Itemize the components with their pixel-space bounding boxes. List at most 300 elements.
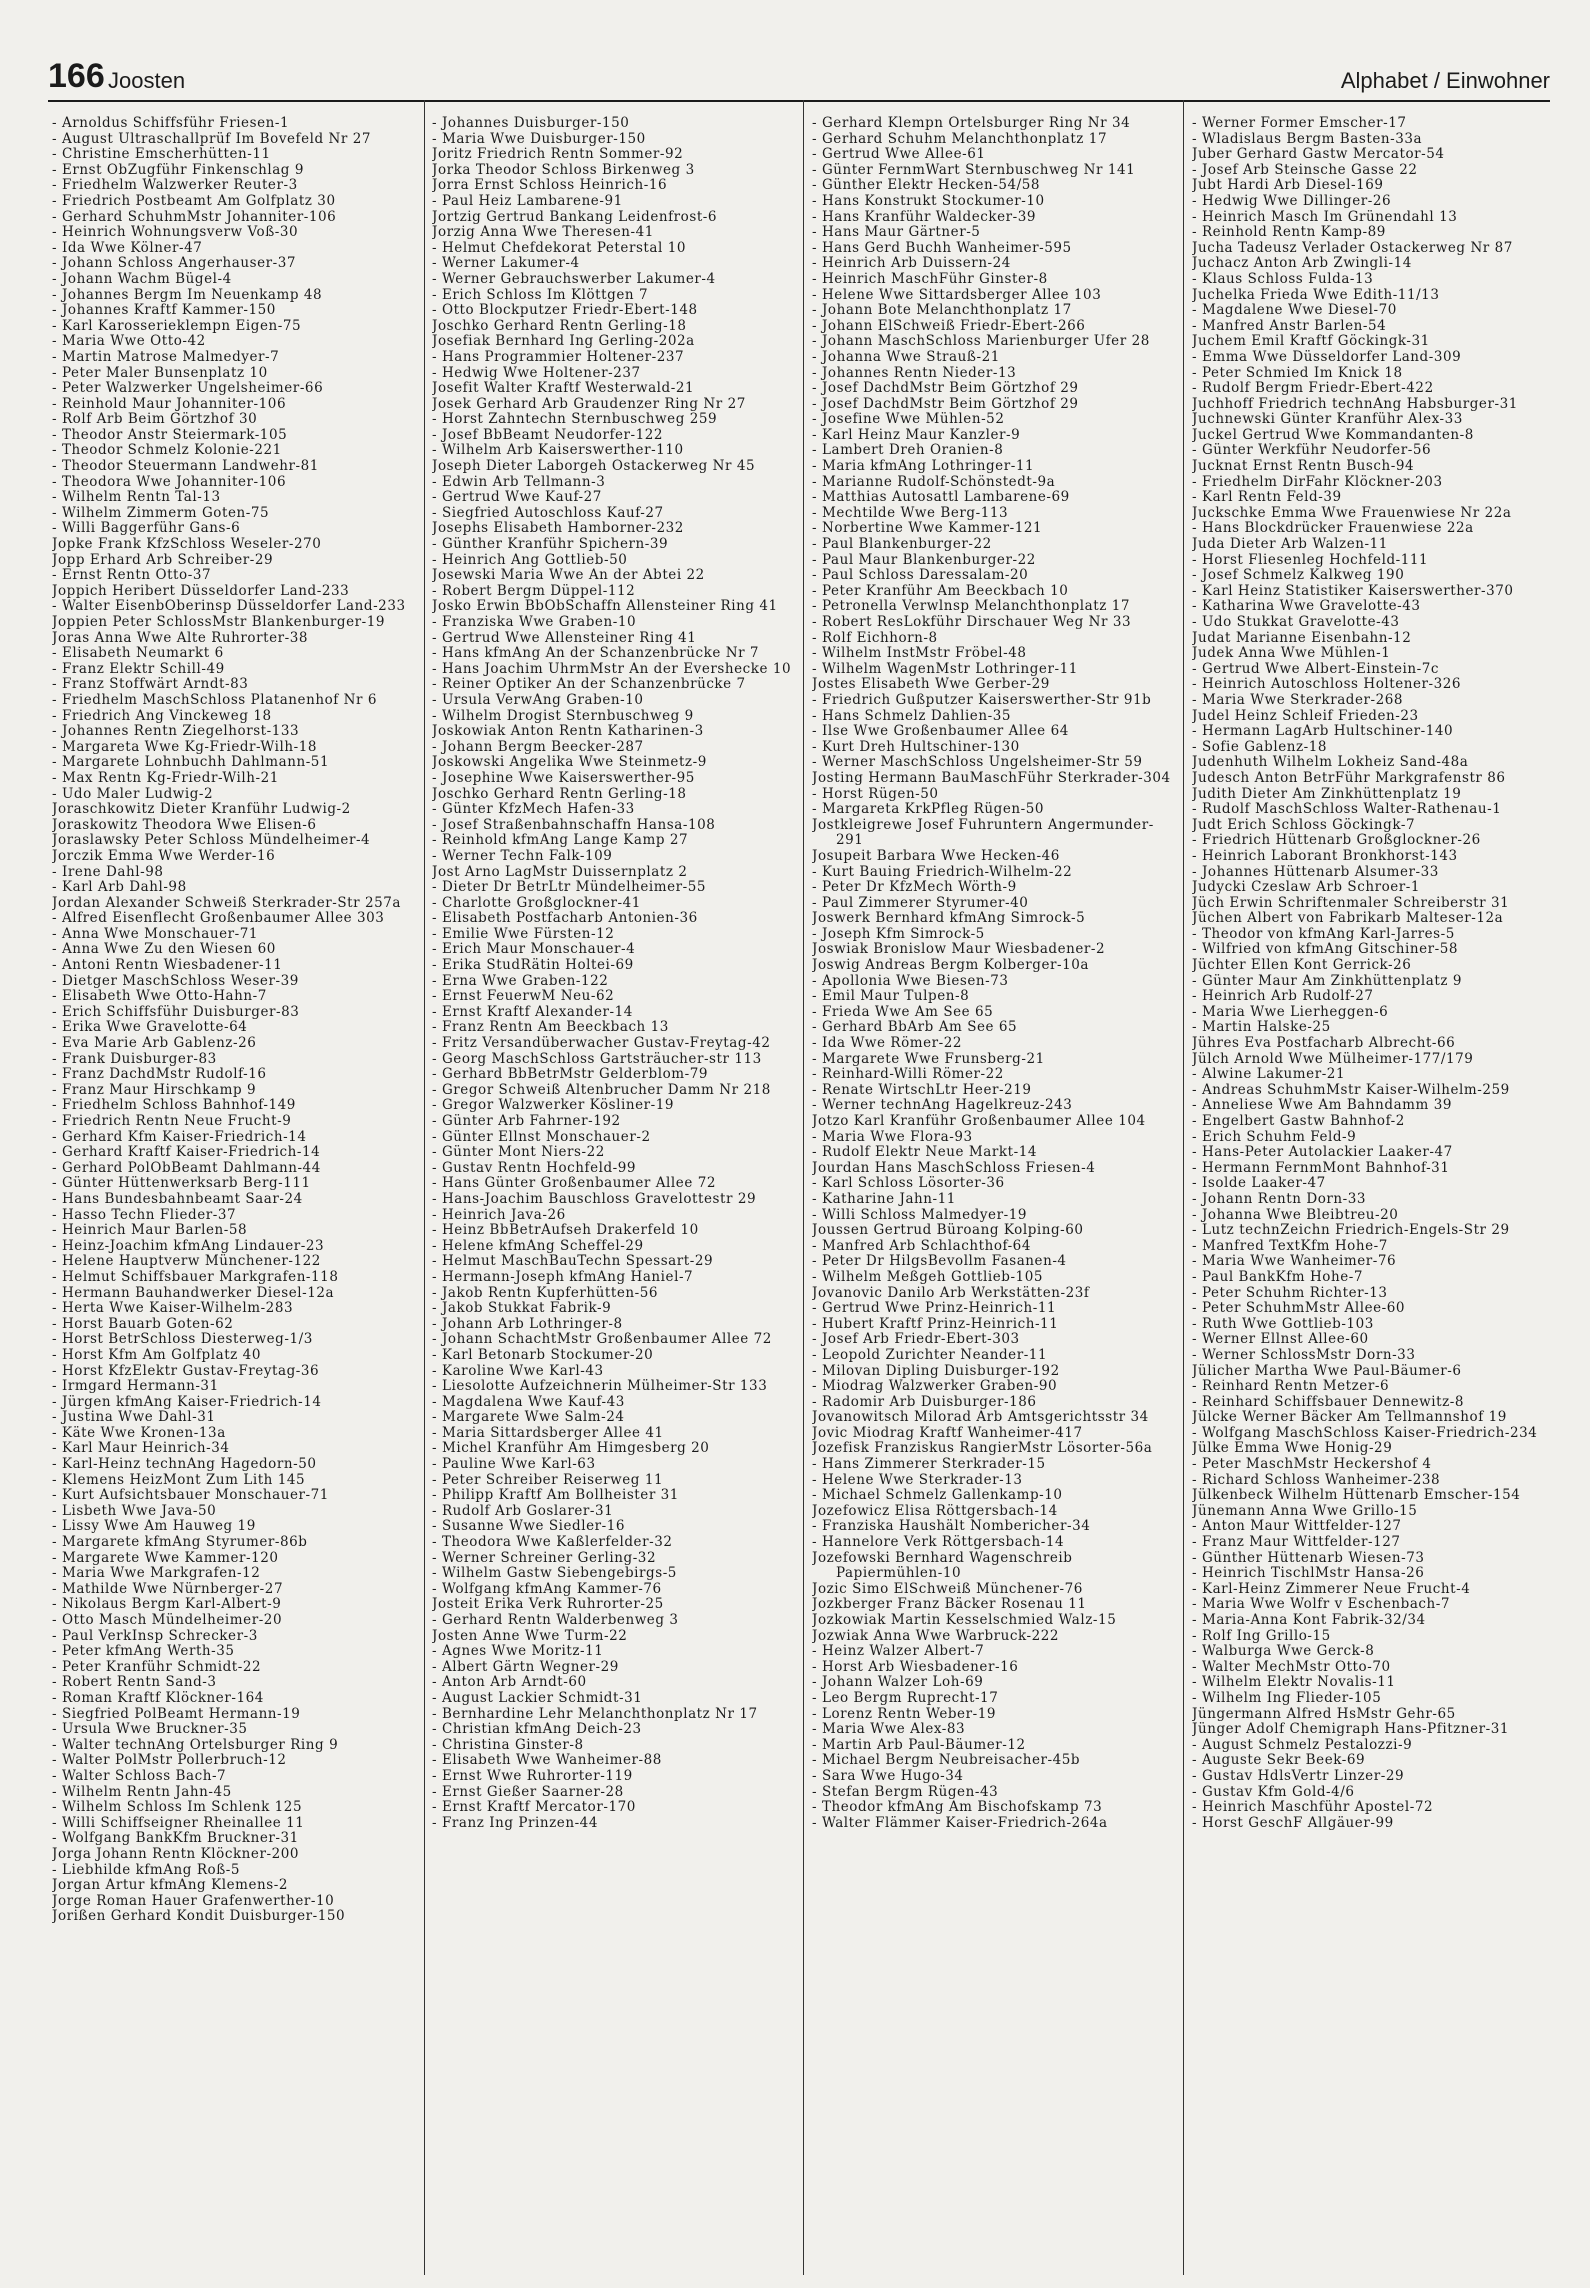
directory-entry: - Heinrich Wohnungsverw Voß-30: [52, 224, 299, 241]
directory-entry: - Walter technAng Ortelsburger Ring 9: [52, 1736, 339, 1753]
directory-entry: - Josef DachdMstr Beim Görtzhof 29: [812, 380, 1079, 397]
directory-entry: - Irmgard Hermann-31: [52, 1378, 219, 1395]
directory-entry: - Johannes Rentn Ziegelhorst-133: [52, 723, 300, 740]
directory-entry: - Hans Blockdrücker Frauenwiese 22a: [1192, 520, 1474, 537]
directory-entry: - Wilhelm Meßgeh Gottlieb-105: [812, 1268, 1043, 1285]
directory-entry: - Werner Schreiner Gerling-32: [432, 1549, 657, 1566]
directory-entry: Jünger Adolf Chemigraph Hans-Pfitzner-31: [1192, 1721, 1510, 1738]
directory-entry: - Walter MechMstr Otto-70: [1192, 1658, 1391, 1675]
directory-entry: Jubt Hardi Arb Diesel-169: [1192, 177, 1384, 194]
directory-entry: - Josef Arb Steinsche Gasse 22: [1192, 161, 1418, 178]
directory-entry: - Wilhelm WagenMstr Lothringer-11: [812, 660, 1078, 677]
directory-entry: - Ruth Wwe Gottlieb-103: [1192, 1315, 1374, 1332]
directory-entry: - Friedrich Gußputzer Kaiserswerther-Str 91b: [812, 691, 1152, 708]
directory-entry: Juckschke Emma Wwe Frauenwiese Nr 22a: [1192, 504, 1512, 521]
directory-entry: - Rudolf Elektr Neue Markt-14: [812, 1144, 1037, 1161]
directory-entry: - Franz Rentn Am Beeckbach 13: [432, 1019, 669, 1036]
directory-entry: - Johann MaschSchloss Marienburger Ufer 28: [812, 333, 1150, 350]
directory-entry: - Petronella Verwlnsp Melanchthonplatz 17: [812, 598, 1131, 615]
directory-entry: - Johannes Rentn Nieder-13: [812, 364, 1017, 381]
directory-entry: - Horst Rügen-50: [812, 785, 939, 802]
directory-entry: - Pauline Wwe Karl-63: [432, 1456, 596, 1473]
directory-entry: - Walter Flämmer Kaiser-Friedrich-264a: [812, 1814, 1108, 1831]
directory-entry: - Johannes Hüttenarb Alsumer-33: [1192, 863, 1439, 880]
directory-entry: - Theodor Steuermann Landwehr-81: [52, 458, 319, 475]
running-head-section: Alphabet / Einwohner: [1340, 68, 1550, 93]
directory-entry: - Ernst Wwe Ruhrorter-119: [432, 1767, 633, 1784]
directory-entry: - Charlotte Großglockner-41: [432, 894, 641, 911]
directory-entry: - Hermann-Joseph kfmAng Haniel-7: [432, 1268, 694, 1285]
directory-entry: - Paul BankKfm Hohe-7: [1192, 1268, 1363, 1285]
directory-entry: - Anton Arb Arndt-60: [432, 1674, 587, 1691]
directory-entry: Jostkleigrewe Josef Fuhruntern Angermunder-291: [812, 816, 1154, 849]
directory-entry: Judek Anna Wwe Mühlen-1: [1192, 645, 1391, 662]
directory-entry: - Elisabeth Neumarkt 6: [52, 645, 224, 662]
directory-entry: - Horst Fliesenleg Hochfeld-111: [1192, 551, 1429, 568]
directory-entry: Joskowski Angelika Wwe Steinmetz-9: [432, 754, 707, 771]
directory-entry: Jülke Emma Wwe Honig-29: [1192, 1440, 1393, 1457]
directory-entry: Josek Gerhard Arb Graudenzer Ring Nr 27: [432, 395, 746, 412]
directory-entry: - Margareta Wwe Kg-Friedr-Wilh-18: [52, 738, 317, 755]
directory-entry: - Ernst Rentn Otto-37: [52, 567, 212, 584]
directory-entry: - Helmut MaschBauTechn Spessart-29: [432, 1253, 714, 1270]
directory-entry: - Leopold Zurichter Neander-11: [812, 1346, 1048, 1363]
directory-entry: - Erich Maur Monschauer-4: [432, 941, 636, 958]
directory-entry: - Franz Elektr Schill-49: [52, 660, 225, 677]
directory-entry: - Maria Wwe Alex-83: [812, 1721, 966, 1738]
directory-entry: - Gerhard SchuhmMstr Johanniter-106: [52, 208, 337, 225]
directory-entry: - Herta Wwe Kaiser-Wilhelm-283: [52, 1300, 294, 1317]
directory-entry: - Klemens HeizMont Zum Lith 145: [52, 1471, 306, 1488]
directory-entry: Jorge Roman Hauer Grafenwerther-10: [52, 1892, 335, 1909]
directory-entry: - Mechtilde Wwe Berg-113: [812, 504, 1009, 521]
directory-entry: - Jakob Stukkat Fabrik-9: [432, 1300, 612, 1317]
directory-entry: - Liebhilde kfmAng Roß-5: [52, 1861, 241, 1878]
directory-entry: - Erika Wwe Gravelotte-64: [52, 1019, 248, 1036]
directory-entry: - Michael Schmelz Gallenkamp-10: [812, 1487, 1063, 1504]
directory-entry: - Günter Ellnst Monschauer-2: [432, 1128, 651, 1145]
directory-entry: Josewski Maria Wwe An der Abtei 22: [432, 567, 705, 584]
directory-entry: - Käte Wwe Kronen-13a: [52, 1424, 226, 1441]
directory-entry: - Martin Arb Paul-Bäumer-12: [812, 1736, 1026, 1753]
directory-entry: - Peter MaschMstr Heckershof 4: [1192, 1456, 1432, 1473]
directory-entry: - Rolf Arb Beim Görtzhof 30: [52, 411, 258, 428]
directory-entry: Joussen Gertrud Büroang Kolping-60: [812, 1222, 1084, 1239]
directory-entry: - Wolfgang MaschSchloss Kaiser-Friedrich-234: [1192, 1424, 1538, 1441]
directory-entry: - Milovan Dipling Duisburger-192: [812, 1362, 1060, 1379]
directory-entry: - Frank Duisburger-83: [52, 1050, 217, 1067]
directory-entry: - Ernst Kraftf Mercator-170: [432, 1799, 636, 1816]
directory-entry: Josephs Elisabeth Hamborner-232: [432, 520, 684, 537]
directory-entry: - Auguste Sekr Beek-69: [1192, 1752, 1366, 1769]
directory-entry: Judt Erich Schloss Göckingk-7: [1192, 816, 1416, 833]
directory-entry: - Gustav HdlsVertr Linzer-29: [1192, 1767, 1405, 1784]
directory-column-3: [812, 116, 1180, 2266]
directory-entry: - Elisabeth Wwe Otto-Hahn-7: [52, 988, 267, 1005]
directory-entry: - Gerhard BbBetrMstr Gelderblom-79: [432, 1066, 708, 1083]
directory-entry: - Günter Maur Am Zinkhüttenplatz 9: [1192, 972, 1462, 989]
directory-entry: - Erich Schloss Im Klöttgen 7: [432, 286, 649, 303]
directory-entry: - Johanna Wwe Strauß-21: [812, 348, 1000, 365]
directory-entry: - Johann Rentn Dorn-33: [1192, 1190, 1367, 1207]
directory-entry: Josupeit Barbara Wwe Hecken-46: [812, 847, 1060, 864]
directory-entry: - Werner Techn Falk-109: [432, 847, 613, 864]
directory-entry: - Miodrag Walzwerker Graben-90: [812, 1378, 1058, 1395]
directory-entry: - Friedrich Ang Vinckeweg 18: [52, 707, 272, 724]
directory-entry: - Alfred Eisenflecht Großenbaumer Allee 303: [52, 910, 385, 927]
directory-entry: - Hermann FernmMont Bahnhof-31: [1192, 1159, 1450, 1176]
directory-entry: - Klaus Schloss Fulda-13: [1192, 270, 1374, 287]
directory-entry: - Heinrich Ang Gottlieb-50: [432, 551, 628, 568]
directory-entry: - Reinhard-Willi Römer-22: [812, 1066, 1004, 1083]
directory-entry: - Friedrich Hüttenarb Großglockner-26: [1192, 832, 1481, 849]
directory-entry: - Rudolf Arb Goslarer-31: [432, 1502, 614, 1519]
directory-entry: - Theodora Wwe Johanniter-106: [52, 473, 287, 490]
directory-entry: - Erich Schiffsführ Duisburger-83: [52, 1003, 300, 1020]
directory-entry: - Erna Wwe Graben-122: [432, 972, 609, 989]
directory-entry: - Emilie Wwe Fürsten-12: [432, 925, 615, 942]
directory-entry: - Hans Programmier Holtener-237: [432, 348, 685, 365]
directory-entry: - Hans-Peter Autolackier Laaker-47: [1192, 1144, 1453, 1161]
directory-entry: - Theodor von kfmAng Karl-Jarres-5: [1192, 925, 1455, 942]
directory-entry: - Michel Kranführ Am Himgesberg 20: [432, 1440, 710, 1457]
directory-entry: - Nikolaus Bergm Karl-Albert-9: [52, 1596, 282, 1613]
directory-entry: - Horst GeschF Allgäuer-99: [1192, 1814, 1394, 1831]
directory-entry: - Margarete Lohnbuchh Dahlmann-51: [52, 754, 330, 771]
directory-entry: - Karl-Heinz technAng Hagedorn-50: [52, 1456, 317, 1473]
directory-entry: Juchhoff Friedrich technAng Habsburger-31: [1192, 395, 1518, 412]
directory-entry: - Sofie Gablenz-18: [1192, 738, 1328, 755]
directory-entry: - Heinz BbBetrAufseh Drakerfeld 10: [432, 1222, 699, 1239]
directory-entry: - Matthias Autosattl Lambarene-69: [812, 489, 1070, 506]
directory-entry: - Werner SchlossMstr Dorn-33: [1192, 1346, 1416, 1363]
directory-entry: - Franziska Haushält Nombericher-34: [812, 1518, 1091, 1535]
directory-entry: - Werner Gebrauchswerber Lakumer-4: [432, 270, 716, 287]
directory-entry: - Karl Heinz Maur Kanzler-9: [812, 426, 1021, 443]
directory-entry: - Justina Wwe Dahl-31: [52, 1409, 216, 1426]
directory-entry: - Peter Schmied Im Knick 18: [1192, 364, 1403, 381]
directory-entry: - Katharina Wwe Gravelotte-43: [1192, 598, 1421, 615]
directory-entry: - Margareta KrkPfleg Rügen-50: [812, 801, 1044, 818]
directory-entry: - Johann Schloss Angerhauser-37: [52, 255, 297, 272]
directory-entry: - August Ultraschallprüf Im Bovefeld Nr 27: [52, 130, 372, 147]
directory-entry: - Peter Walzwerker Ungelsheimer-66: [52, 380, 324, 397]
directory-entry: - Eva Marie Arb Gablenz-26: [52, 1035, 257, 1052]
directory-entry: - Marianne Rudolf-Schönstedt-9a: [812, 473, 1056, 490]
directory-entry: Jovic Miodrag Kraftf Wanheimer-417: [812, 1424, 1083, 1441]
directory-entry: - Michael Bergm Neubreisacher-45b: [812, 1752, 1081, 1769]
directory-entry: Judenhuth Wilhelm Lokheiz Sand-48a: [1192, 754, 1469, 771]
directory-entry: - Siegfried PolBeamt Hermann-19: [52, 1705, 301, 1722]
directory-entry: - Paul Heiz Lambarene-91: [432, 192, 623, 209]
directory-entry: Joswiak Bronislow Maur Wiesbadener-2: [812, 941, 1106, 958]
directory-entry: Jünemann Anna Wwe Grillo-15: [1192, 1502, 1418, 1519]
directory-entry: - Franz Stoffwärt Arndt-83: [52, 676, 249, 693]
directory-entry: - Maria Wwe Markgrafen-12: [52, 1565, 261, 1582]
directory-entry: Jorra Ernst Schloss Heinrich-16: [432, 177, 668, 194]
directory-entry: - Johann ElSchweiß Friedr-Ebert-266: [812, 317, 1086, 334]
directory-entry: Jühres Eva Postfacharb Albrecht-66: [1192, 1035, 1456, 1052]
directory-entry: Jorga Johann Rentn Klöckner-200: [52, 1845, 299, 1862]
running-head-name: Joosten: [108, 68, 186, 93]
directory-entry: - Wilhelm Arb Kaiserswerther-110: [432, 442, 684, 459]
directory-entry: - Johann Bergm Beecker-287: [432, 738, 644, 755]
directory-entry: - Werner MaschSchloss Ungelsheimer-Str 59: [812, 754, 1143, 771]
directory-entry: Joskowiak Anton Rentn Katharinen-3: [432, 723, 704, 740]
directory-entry: - Paul Maur Blankenburger-22: [812, 551, 1036, 568]
directory-entry: - Heinrich Java-26: [432, 1206, 566, 1223]
directory-entry: - Paul Schloss Daressalam-20: [812, 567, 1029, 584]
directory-entry: - Gertrud Wwe Allee-61: [812, 146, 986, 163]
directory-entry: - Josefine Wwe Mühlen-52: [812, 411, 1005, 428]
directory-entry: - Horst Kfm Am Golfplatz 40: [52, 1346, 261, 1363]
directory-entry: Judesch Anton BetrFühr Markgrafenstr 86: [1192, 769, 1506, 786]
directory-entry: - Wilhelm Ing Flieder-105: [1192, 1689, 1382, 1706]
directory-entry: - Jakob Rentn Kupferhütten-56: [432, 1284, 658, 1301]
directory-entry: - Manfred Anstr Barlen-54: [1192, 317, 1387, 334]
directory-entry: - Margarete Wwe Salm-24: [432, 1409, 625, 1426]
directory-entry: - Wilhelm Zimmerm Goten-75: [52, 504, 270, 521]
directory-entry: - Paul VerkInsp Schrecker-3: [52, 1627, 258, 1644]
directory-entry: Jucha Tadeusz Verlader Ostackerweg Nr 87: [1192, 239, 1513, 256]
directory-entry: - Kurt Aufsichtsbauer Monschauer-71: [52, 1487, 329, 1504]
directory-entry: - Paul Zimmerer Styrumer-40: [812, 894, 1029, 911]
directory-entry: - Ida Wwe Römer-22: [812, 1035, 963, 1052]
directory-entry: Jordan Alexander Schweiß Sterkrader-Str 257a: [52, 894, 402, 911]
directory-entry: - Lissy Wwe Am Hauweg 19: [52, 1518, 256, 1535]
directory-entry: - Fritz Versandüberwacher Gustav-Freytag-42: [432, 1035, 771, 1052]
directory-entry: - Heinrich MaschFühr Ginster-8: [812, 270, 1048, 287]
directory-entry: - Ursula Wwe Bruckner-35: [52, 1721, 248, 1738]
directory-entry: - Arnoldus Schiffsführ Friesen-1: [52, 116, 290, 131]
directory-entry: Jorißen Gerhard Kondit Duisburger-150: [52, 1908, 346, 1925]
directory-entry: - Franz DachdMstr Rudolf-16: [52, 1066, 267, 1083]
directory-entry: - Walter Schloss Bach-7: [52, 1767, 227, 1784]
directory-entry: - Emma Wwe Düsseldorfer Land-309: [1192, 348, 1462, 365]
directory-entry: - Wolfgang kfmAng Kammer-76: [432, 1580, 662, 1597]
column-divider: [1183, 100, 1184, 2275]
directory-entry: - Ernst Gießer Saarner-28: [432, 1783, 624, 1800]
directory-column-1: [52, 116, 420, 2266]
directory-entry: - Gregor Walzwerker Kösliner-19: [432, 1097, 675, 1114]
directory-entry: Juda Dieter Arb Walzen-11: [1192, 536, 1388, 553]
directory-entry: - Paul Blankenburger-22: [812, 536, 992, 553]
directory-entry: - Albert Gärtn Wegner-29: [432, 1658, 619, 1675]
directory-entry: - Joseph Kfm Simrock-5: [812, 925, 985, 942]
directory-entry: - Otto Masch Mündelheimer-20: [52, 1612, 283, 1628]
directory-entry: - Johannes Bergm Im Neuenkamp 48: [52, 286, 323, 303]
directory-entry: - Gerhard PolObBeamt Dahlmann-44: [52, 1159, 321, 1176]
directory-entry: - Helmut Schiffsbauer Markgrafen-118: [52, 1268, 339, 1285]
directory-entry: - Johannes Kraftf Kammer-150: [52, 302, 276, 319]
directory-entry: - Johann Arb Lothringer-8: [432, 1315, 623, 1332]
directory-entry: - Josef DachdMstr Beim Görtzhof 29: [812, 395, 1079, 412]
directory-entry: - Peter Dr KfzMech Wörth-9: [812, 879, 1017, 896]
directory-entry: - Karl Betonarb Stockumer-20: [432, 1346, 654, 1363]
directory-entry: - Helene Wwe Sittardsberger Allee 103: [812, 286, 1102, 303]
directory-entry: - Franziska Wwe Graben-10: [432, 614, 637, 630]
directory-entry: - Theodor Anstr Steiermark-105: [52, 426, 288, 443]
directory-entry: - Franz Maur Wittfelder-127: [1192, 1534, 1401, 1551]
directory-entry: Josefiak Bernhard Ing Gerling-202a: [432, 333, 695, 350]
directory-entry: - Edwin Arb Tellmann-3: [432, 473, 606, 490]
directory-entry: Joswerk Bernhard kfmAng Simrock-5: [812, 910, 1086, 927]
directory-entry: - Katharine Jahn-11: [812, 1190, 956, 1207]
directory-entry: - Christian kfmAng Deich-23: [432, 1721, 642, 1738]
directory-entry: - Helene Hauptverw Münchener-122: [52, 1253, 321, 1270]
directory-entry: - Lisbeth Wwe Java-50: [52, 1502, 217, 1519]
directory-entry: - Hasso Techn Flieder-37: [52, 1206, 237, 1223]
directory-entry: - Hedwig Wwe Dillinger-26: [1192, 192, 1392, 209]
directory-entry: - Maria Sittardsberger Allee 41: [432, 1424, 664, 1441]
directory-entry: - Johann Wachm Bügel-4: [52, 270, 232, 287]
directory-entry: - Wilhelm Rentn Tal-13: [52, 489, 221, 506]
directory-entry: - Werner Former Emscher-17: [1192, 116, 1407, 131]
directory-entry: - Karl Karosserieklempn Eigen-75: [52, 317, 302, 334]
directory-entry: - Maria Wwe Otto-42: [52, 333, 206, 350]
directory-entry: - Sara Wwe Hugo-34: [812, 1767, 964, 1784]
directory-entry: - Walter PolMstr Pollerbruch-12: [52, 1752, 287, 1769]
directory-entry: - Rolf Ing Grillo-15: [1192, 1627, 1331, 1644]
directory-entry: - Karl-Heinz Zimmerer Neue Frucht-4: [1192, 1580, 1471, 1597]
directory-entry: - Frieda Wwe Am See 65: [812, 1003, 994, 1020]
directory-entry: - Hans Konstrukt Stockumer-10: [812, 192, 1045, 209]
directory-entry: Jovanovic Danilo Arb Werkstätten-23f: [812, 1284, 1090, 1301]
directory-entry: - Stefan Bergm Rügen-43: [812, 1783, 999, 1800]
directory-entry: Judycki Czeslaw Arb Schroer-1: [1192, 879, 1421, 896]
directory-entry: - Reinhard Schiffsbauer Dennewitz-8: [1192, 1393, 1465, 1410]
directory-entry: - Gerhard Schuhm Melanchthonplatz 17: [812, 130, 1108, 147]
directory-entry: - Hans Zimmerer Sterkrader-15: [812, 1456, 1046, 1473]
directory-entry: Jozwiak Anna Wwe Warbruck-222: [812, 1627, 1060, 1644]
directory-entry: - Hans Joachim UhrmMstr An der Evershecke 10: [432, 660, 792, 677]
directory-entry: - Heinz-Joachim kfmAng Lindauer-23: [52, 1237, 325, 1254]
directory-entry: - Johann Walzer Loh-69: [812, 1674, 984, 1691]
directory-entry: - Günter FernmWart Sternbuschweg Nr 141: [812, 161, 1136, 178]
directory-entry: - Agnes Wwe Moritz-11: [432, 1643, 604, 1660]
page-header: [48, 54, 1550, 102]
directory-entry: - Theodor Schmelz Kolonie-221: [52, 442, 282, 459]
directory-entry: - Wladislaus Bergm Basten-33a: [1192, 130, 1423, 147]
directory-entry: Joppich Heribert Düsseldorfer Land-233: [52, 582, 350, 599]
directory-entry: - Helene kfmAng Scheffel-29: [432, 1237, 644, 1254]
directory-entry: Jozic Simo ElSchweiß Münchener-76: [812, 1580, 1083, 1597]
directory-entry: - Gerhard Kraftf Kaiser-Friedrich-14: [52, 1144, 321, 1161]
directory-entry: - Peter kfmAng Werth-35: [52, 1643, 235, 1660]
directory-entry: - Heinrich Maschführ Apostel-72: [1192, 1799, 1434, 1816]
directory-entry: - Manfred Arb Schlachthof-64: [812, 1237, 1031, 1254]
directory-entry: - Heinz Walzer Albert-7: [812, 1643, 985, 1660]
directory-entry: - Reiner Optiker An der Schanzenbrücke 7: [432, 676, 746, 693]
directory-entry: - Friedrich Rentn Neue Frucht-9: [52, 1113, 292, 1129]
directory-entry: - Gertrud Wwe Albert-Einstein-7c: [1192, 660, 1439, 677]
directory-entry: - Wilhelm Drogist Sternbuschweg 9: [432, 707, 694, 724]
directory-entry: Juckel Gertrud Wwe Kommandanten-8: [1192, 426, 1474, 443]
directory-entry: Jüch Erwin Schriftenmaler Schreiberstr 31: [1192, 894, 1510, 911]
directory-entry: - Horst Bauarb Goten-62: [52, 1315, 234, 1332]
directory-entry: Jüchen Albert von Fabrikarb Malteser-12a: [1192, 910, 1504, 927]
directory-entry: - Robert Rentn Sand-3: [52, 1674, 217, 1691]
directory-entry: - Antoni Rentn Wiesbadener-11: [52, 957, 283, 974]
directory-entry: - Rudolf Bergm Friedr-Ebert-422: [1192, 380, 1434, 397]
directory-entry: - Günter KfzMech Hafen-33: [432, 801, 635, 818]
directory-entry: - Willi Baggerführ Gans-6: [52, 520, 241, 537]
directory-entry: - Hans Bundesbahnbeamt Saar-24: [52, 1190, 303, 1207]
directory-entry: Joraslawsky Peter Schloss Mündelheimer-4: [52, 832, 371, 849]
directory-entry: Judel Heinz Schleif Frieden-23: [1192, 707, 1419, 724]
directory-entry: - Kurt Bauing Friedrich-Wilhelm-22: [812, 863, 1073, 880]
directory-entry: - Peter SchuhmMstr Allee-60: [1192, 1300, 1406, 1317]
directory-entry: Juchnewski Günter Kranführ Alex-33: [1192, 411, 1463, 428]
directory-entry: - Gustav Kfm Gold-4/6: [1192, 1783, 1355, 1800]
directory-entry: Josting Hermann BauMaschFühr Sterkrader-304: [812, 769, 1171, 786]
directory-column-4: [1192, 116, 1552, 2266]
directory-entry: - Horst KfzElektr Gustav-Freytag-36: [52, 1362, 320, 1379]
directory-entry: - Andreas SchuhmMstr Kaiser-Wilhelm-259: [1192, 1081, 1510, 1098]
directory-entry: - Gustav Rentn Hochfeld-99: [432, 1159, 637, 1176]
directory-entry: - Engelbert Gastw Bahnhof-2: [1192, 1113, 1405, 1129]
directory-entry: - Karl Schloss Lösorter-36: [812, 1175, 1005, 1192]
directory-entry: Joschko Gerhard Rentn Gerling-18: [432, 317, 687, 334]
directory-entry: - Heinrich Laborant Bronkhorst-143: [1192, 847, 1458, 864]
directory-entry: - Werner Ellnst Allee-60: [1192, 1331, 1369, 1348]
column-divider: [803, 100, 804, 2275]
directory-entry: Josko Erwin BbObSchaffn Allensteiner Ring 41: [432, 598, 778, 615]
directory-entry: - Robert ResLokführ Dirschauer Weg Nr 33: [812, 614, 1132, 630]
directory-entry: - Roman Kraftf Klöckner-164: [52, 1689, 264, 1706]
directory-entry: - Peter Kranführ Schmidt-22: [52, 1658, 262, 1675]
directory-entry: Jüngermann Alfred HsMstr Gehr-65: [1192, 1705, 1456, 1722]
directory-entry: - Maria Wwe Sterkrader-268: [1192, 691, 1404, 708]
directory-entry: - Günter Mont Niers-22: [432, 1144, 605, 1161]
directory-entry: Joppien Peter SchlossMstr Blankenburger-19: [52, 614, 386, 630]
directory-entry: - Martin Matrose Malmedyer-7: [52, 348, 280, 365]
directory-entry: Jülicher Martha Wwe Paul-Bäumer-6: [1192, 1362, 1462, 1379]
directory-entry: - Ernst ObZugführ Finkenschlag 9: [52, 161, 304, 178]
directory-entry: - Werner technAng Hagelkreuz-243: [812, 1097, 1073, 1114]
directory-entry: - Franz Ing Prinzen-44: [432, 1814, 598, 1831]
directory-entry: - Richard Schloss Wanheimer-238: [1192, 1471, 1441, 1488]
directory-entry: - Alwine Lakumer-21: [1192, 1066, 1346, 1083]
directory-entry: - Günther Hüttenarb Wiesen-73: [1192, 1549, 1425, 1566]
directory-entry: Joras Anna Wwe Alte Ruhrorter-38: [52, 629, 309, 646]
directory-column-2: [432, 116, 800, 2266]
column-divider: [424, 100, 425, 2275]
directory-entry: - Anna Wwe Zu den Wiesen 60: [52, 941, 276, 958]
directory-entry: - Apollonia Wwe Biesen-73: [812, 972, 1009, 989]
directory-entry: - Liesolotte Aufzeichnerin Mülheimer-Str 133: [432, 1378, 768, 1395]
directory-entry: - Rolf Eichhorn-8: [812, 629, 938, 646]
directory-entry: - Gerhard BbArb Am See 65: [812, 1019, 1018, 1036]
directory-entry: - Gerhard Kfm Kaiser-Friedrich-14: [52, 1128, 307, 1145]
directory-entry: - Robert Bergm Düppel-112: [432, 582, 636, 599]
directory-entry: - Magdalene Wwe Diesel-70: [1192, 302, 1397, 319]
directory-entry: - Maria Wwe Lierheggen-6: [1192, 1003, 1389, 1020]
directory-entry: - Ernst FeuerwM Neu-62: [432, 988, 615, 1005]
directory-entry: - Johann SchachtMstr Großenbaumer Allee 72: [432, 1331, 772, 1348]
directory-entry: - Hans kfmAng An der Schanzenbrücke Nr 7: [432, 645, 760, 662]
directory-entry: - Horst Zahntechn Sternbuschweg 259: [432, 411, 718, 428]
directory-entry: - Christina Ginster-8: [432, 1736, 584, 1753]
directory-entry: Judat Marianne Eisenbahn-12: [1192, 629, 1412, 646]
directory-entry: - Otto Blockputzer Friedr-Ebert-148: [432, 302, 698, 319]
directory-entry: - Johann Bote Melanchthonplatz 17: [812, 302, 1072, 319]
directory-entry: - Max Rentn Kg-Friedr-Wilh-21: [52, 769, 279, 786]
directory-entry: - Heinrich TischlMstr Hansa-26: [1192, 1565, 1425, 1582]
directory-entry: - Dietger MaschSchloss Weser-39: [52, 972, 299, 989]
directory-entry: - Wilhelm Schloss Im Schlenk 125: [52, 1799, 303, 1816]
directory-entry: Joschko Gerhard Rentn Gerling-18: [432, 785, 687, 802]
